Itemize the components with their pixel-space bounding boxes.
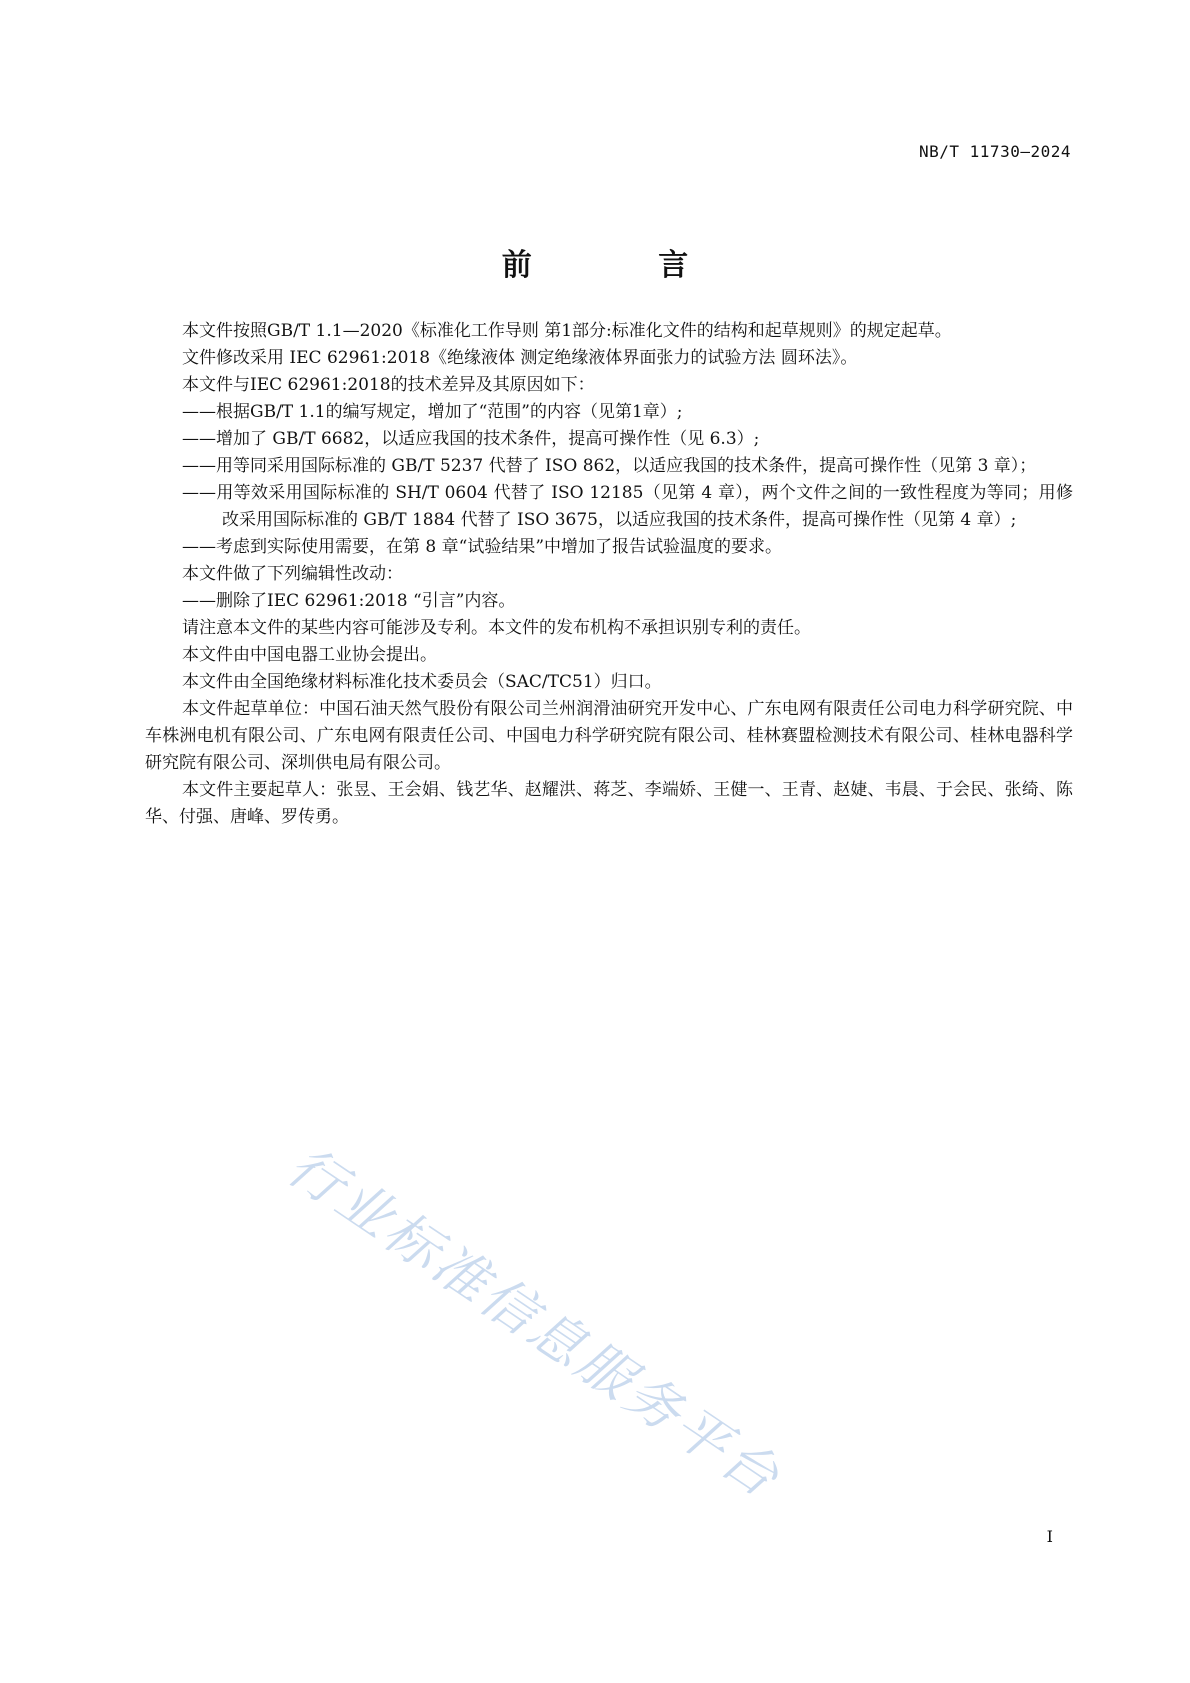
paragraph: 本文件主要起草人：张昱、王会娟、钱艺华、赵耀洪、蒋芝、李端娇、王健一、王青、赵婕、韦晨、于会民、张绮、陈华、付强、唐峰、罗传勇。 [145,780,1073,827]
list-item: ——用等效采用国际标准的 SH/T 0604 代替了 ISO 12185（见第 4 章），两个文件之间的一致性程度为等同；用修改采用国际标准的 GB/T 1884 代替了 ISO 3675，以适应我国的技术条件，提高可操作性（见第 4 章）; [182,483,1073,530]
preface-body [145,318,1073,831]
list-item: ——考虑到实际使用需要，在第 8 章“试验结果”中增加了报告试验温度的要求。 [182,537,783,557]
paragraph: 本文件做了下列编辑性改动： [182,564,403,584]
paragraph: 本文件按照GB/T 1.1—2020《标准化工作导则 第1部分:标准化文件的结构和起草规则》的规定起草。 [182,321,952,341]
watermark: 行业标准信息服务平台 [276,1134,793,1511]
paragraph: 本文件由全国绝缘材料标准化技术委员会（SAC/TC51）归口。 [182,672,662,692]
paragraph: 请注意本文件的某些内容可能涉及专利。本文件的发布机构不承担识别专利的责任。 [182,618,811,638]
paragraph: 本文件与IEC 62961:2018的技术差异及其原因如下： [182,375,595,395]
page-title: 前 言 [501,248,747,283]
document-number: NB/T 11730—2024 [919,142,1071,161]
paragraph: 文件修改采用 IEC 62961:2018《绝缘液体 测定绝缘液体界面张力的试验方法 圆环法》。 [182,348,858,368]
paragraph: 本文件起草单位：中国石油天然气股份有限公司兰州润滑油研究开发中心、广东电网有限责任公司电力科学研究院、中车株洲电机有限公司、广东电网有限责任公司、中国电力科学研究院有限公司、桂林赛盟检测技术有限公司、桂林电器科学研究院有限公司、深圳供电局有限公司。 [145,699,1073,773]
list-item: ——增加了 GB/T 6682，以适应我国的技术条件，提高可操作性（见 6.3）; [182,429,760,449]
page-number: I [1046,1527,1053,1546]
paragraph: 本文件由中国电器工业协会提出。 [182,645,437,665]
list-item: ——根据GB/T 1.1的编写规定，增加了“范围”的内容（见第1章）; [182,402,683,422]
list-item: ——用等同采用国际标准的 GB/T 5237 代替了 ISO 862，以适应我国的技术条件，提高可操作性（见第 3 章）； [182,456,1037,476]
list-item: ——删除了IEC 62961:2018 “引言”内容。 [182,591,516,611]
